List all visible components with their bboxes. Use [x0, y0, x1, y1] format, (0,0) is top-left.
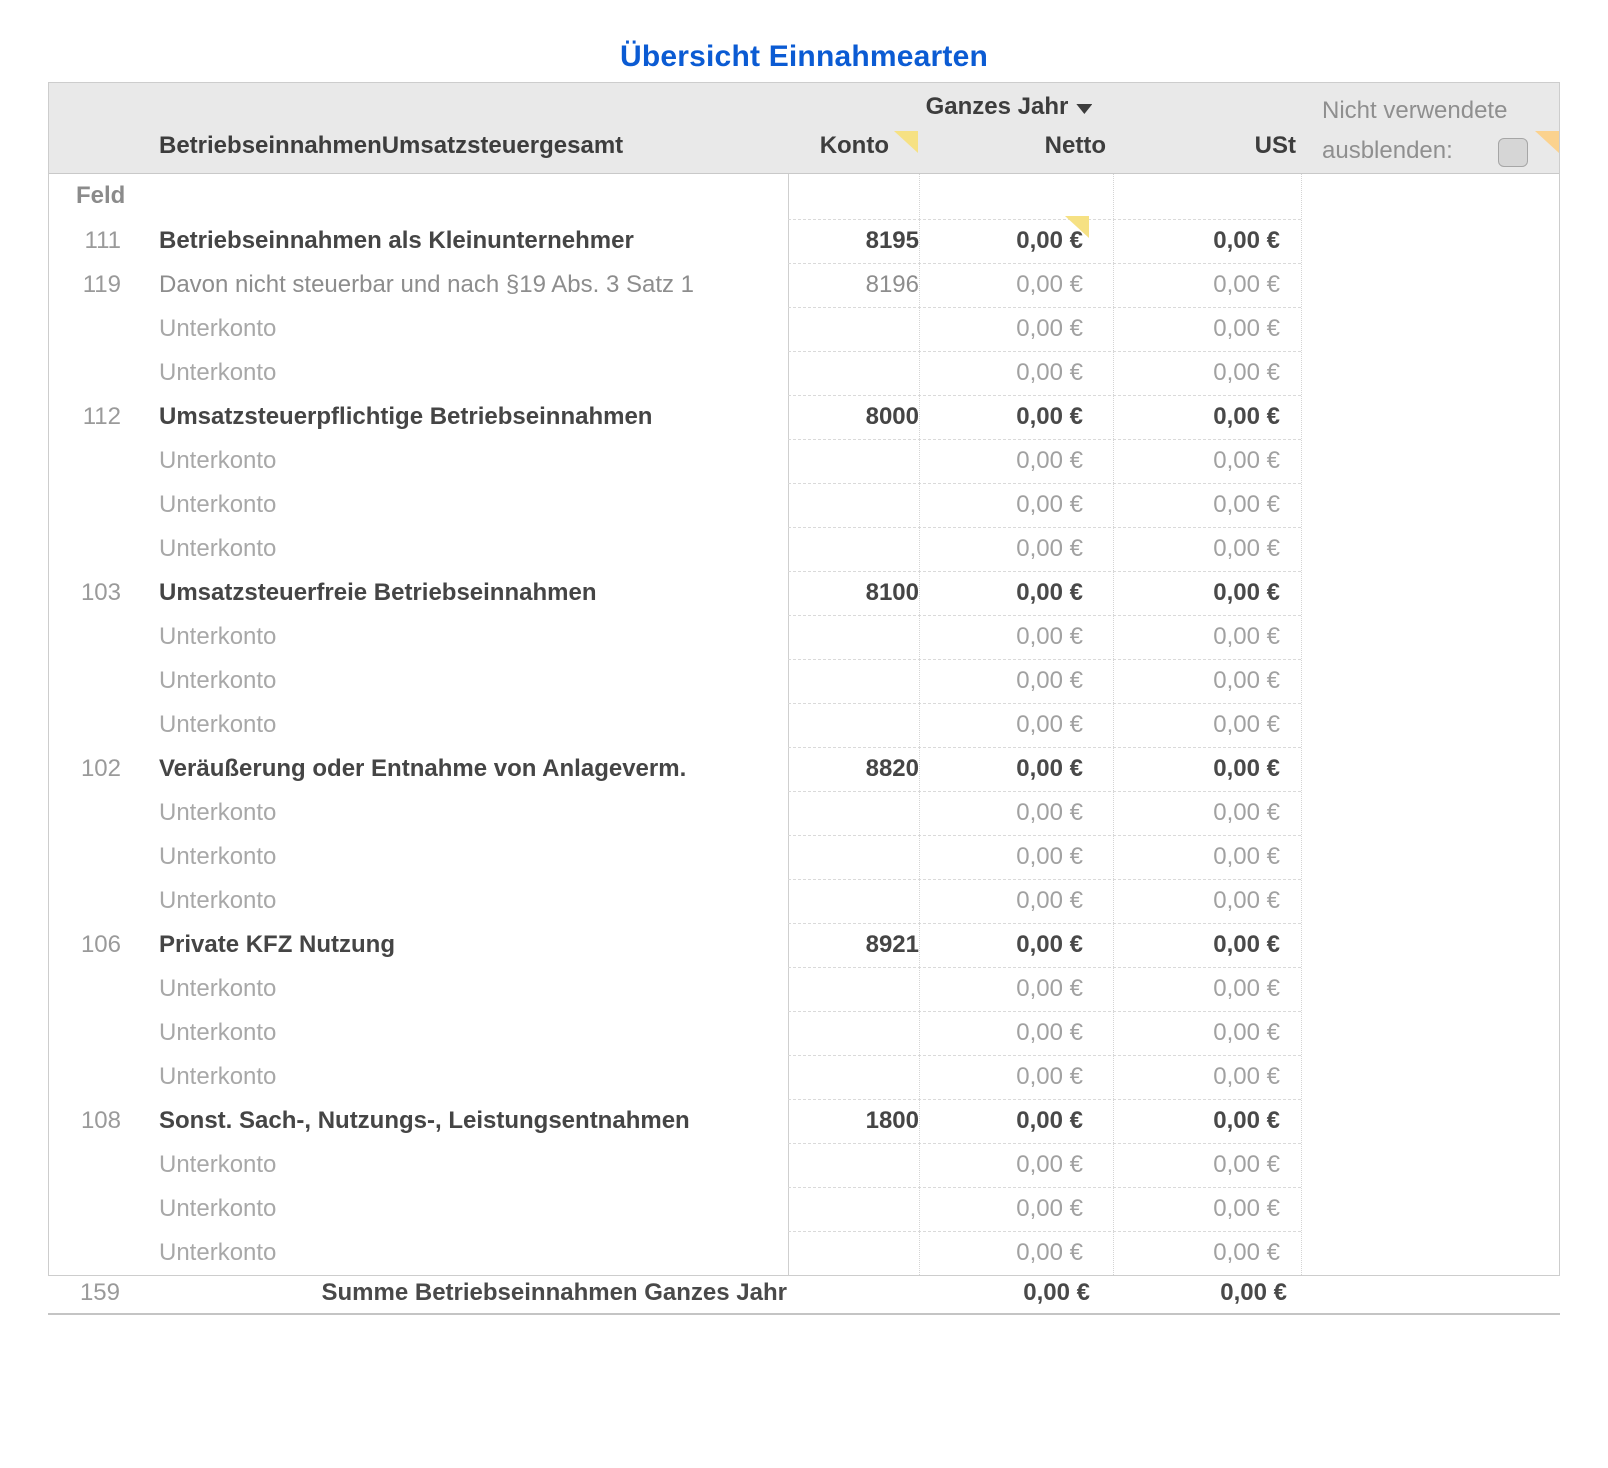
table-row	[49, 439, 1559, 483]
konto-cell[interactable]: 8196	[865, 271, 919, 298]
ust-cell[interactable]: 0,00 €	[1213, 271, 1280, 298]
page-title: Übersicht Einnahmearten	[619, 40, 989, 73]
table-row	[49, 879, 1559, 923]
ust-cell[interactable]: 0,00 €	[1213, 799, 1280, 826]
table-header	[49, 83, 1559, 174]
row-label-cell[interactable]: Davon nicht steuerbar und nach §19 Abs. 3 Satz 1	[159, 271, 695, 298]
row-divider	[788, 527, 1301, 528]
row-label-cell[interactable]: Unterkonto	[159, 667, 277, 694]
ust-cell[interactable]: 0,00 €	[1213, 491, 1280, 518]
table-row	[49, 219, 1559, 263]
feld-number: 102	[80, 755, 121, 782]
ust-cell[interactable]: 0,00 €	[1213, 931, 1280, 958]
ust-cell[interactable]: 0,00 €	[1213, 579, 1280, 606]
summary-netto-value: 0,00 €	[1023, 1279, 1090, 1306]
netto-cell[interactable]: 0,00 €	[1016, 975, 1083, 1002]
netto-cell[interactable]: 0,00 €	[1016, 491, 1083, 518]
ust-cell[interactable]: 0,00 €	[1213, 975, 1280, 1002]
ust-cell[interactable]: 0,00 €	[1213, 315, 1280, 342]
netto-cell[interactable]: 0,00 €	[1016, 535, 1083, 562]
row-divider	[788, 219, 1301, 220]
row-label-cell[interactable]: Veräußerung oder Entnahme von Anlageverm.	[159, 755, 687, 782]
row-divider	[788, 307, 1301, 308]
ust-cell[interactable]: 0,00 €	[1213, 623, 1280, 650]
ust-cell[interactable]: 0,00 €	[1213, 1019, 1280, 1046]
row-divider	[788, 483, 1301, 484]
row-divider	[788, 1099, 1301, 1100]
konto-cell[interactable]: 8000	[865, 403, 919, 430]
feld-number: 111	[84, 227, 121, 254]
row-label-cell[interactable]: Unterkonto	[159, 799, 277, 826]
feld-number: 106	[80, 931, 121, 958]
row-label-cell[interactable]: Unterkonto	[159, 315, 277, 342]
ust-cell[interactable]: 0,00 €	[1213, 1063, 1280, 1090]
ust-cell[interactable]: 0,00 €	[1213, 359, 1280, 386]
ust-cell[interactable]: 0,00 €	[1213, 755, 1280, 782]
row-divider	[788, 923, 1301, 924]
feld-number: 112	[82, 403, 121, 430]
row-label-cell[interactable]: Umsatzsteuerpflichtige Betriebseinnahmen	[159, 403, 653, 430]
row-divider	[788, 659, 1301, 660]
netto-cell[interactable]: 0,00 €	[1016, 1107, 1083, 1134]
table-row	[49, 791, 1559, 835]
row-label-cell[interactable]: Unterkonto	[159, 1151, 277, 1178]
column-header-group: BetriebseinnahmenUmsatzsteuergesamt	[159, 132, 624, 159]
ust-cell[interactable]: 0,00 €	[1213, 711, 1280, 738]
ust-cell[interactable]: 0,00 €	[1213, 1151, 1280, 1178]
column-header-ust: USt	[1254, 132, 1296, 159]
table-body	[49, 174, 1559, 1275]
row-label-cell[interactable]: Unterkonto	[159, 1195, 277, 1222]
row-label-cell[interactable]: Unterkonto	[159, 1019, 277, 1046]
netto-cell[interactable]: 0,00 €	[1016, 1239, 1083, 1266]
table-row	[49, 615, 1559, 659]
column-header-netto: Netto	[1044, 132, 1106, 159]
netto-cell[interactable]: 0,00 €	[896, 227, 1090, 255]
row-label-cell[interactable]: Unterkonto	[159, 887, 277, 914]
row-label-cell[interactable]: Unterkonto	[159, 1239, 277, 1266]
netto-cell[interactable]: 0,00 €	[1016, 711, 1083, 738]
hide-unused-label-line2: ausblenden:	[1322, 137, 1453, 164]
konto-cell[interactable]: 8195	[865, 227, 919, 254]
table-row	[49, 351, 1559, 395]
table-row	[49, 571, 1559, 615]
ust-cell[interactable]: 0,00 €	[1213, 447, 1280, 474]
row-label-cell[interactable]: Unterkonto	[159, 975, 277, 1002]
period-dropdown[interactable]	[839, 93, 1179, 121]
konto-cell[interactable]: 8921	[865, 931, 919, 958]
row-label-cell[interactable]: Unterkonto	[159, 359, 277, 386]
ust-cell[interactable]: 0,00 €	[1213, 227, 1280, 254]
netto-cell[interactable]: 0,00 €	[1016, 843, 1083, 870]
row-label-cell[interactable]: Unterkonto	[159, 491, 277, 518]
table-row	[49, 263, 1559, 307]
column-header-konto: Konto	[819, 132, 889, 159]
row-label-cell[interactable]: Private KFZ Nutzung	[159, 931, 396, 958]
table-row	[49, 395, 1559, 439]
netto-cell[interactable]: 0,00 €	[1016, 799, 1083, 826]
netto-cell[interactable]: 0,00 €	[1016, 403, 1083, 430]
ust-cell[interactable]: 0,00 €	[1213, 1107, 1280, 1134]
summary-row	[48, 1273, 1560, 1315]
row-divider	[788, 791, 1301, 792]
table-row	[49, 659, 1559, 703]
income-types-table	[48, 82, 1560, 1276]
row-divider	[788, 703, 1301, 704]
table-row	[49, 703, 1559, 747]
row-divider	[788, 747, 1301, 748]
ust-cell[interactable]: 0,00 €	[1213, 535, 1280, 562]
row-label-cell[interactable]: Umsatzsteuerfreie Betriebseinnahmen	[159, 579, 597, 606]
row-divider	[788, 1231, 1301, 1232]
netto-cell[interactable]: 0,00 €	[1016, 447, 1083, 474]
row-divider	[788, 835, 1301, 836]
ust-cell[interactable]: 0,00 €	[1213, 887, 1280, 914]
ust-cell[interactable]: 0,00 €	[1213, 1239, 1280, 1266]
summary-ust-value: 0,00 €	[1220, 1279, 1287, 1306]
row-label-cell[interactable]: Betriebseinnahmen als Kleinunternehmer	[159, 227, 634, 254]
table-row	[49, 923, 1559, 967]
table-row	[49, 747, 1559, 791]
table-row	[49, 483, 1559, 527]
row-divider	[788, 1187, 1301, 1188]
netto-cell[interactable]: 0,00 €	[1016, 887, 1083, 914]
netto-cell[interactable]: 0,00 €	[1016, 1063, 1083, 1090]
feld-number: 108	[80, 1107, 121, 1134]
row-divider	[788, 571, 1301, 572]
table-row	[49, 835, 1559, 879]
row-label-cell[interactable]: Unterkonto	[159, 1063, 277, 1090]
ust-cell[interactable]: 0,00 €	[1213, 403, 1280, 430]
row-divider	[788, 1055, 1301, 1056]
comment-triangle-icon[interactable]	[894, 131, 918, 153]
row-label-cell[interactable]: Sonst. Sach-, Nutzungs-, Leistungsentnahmen	[159, 1107, 690, 1134]
feld-number: 103	[80, 579, 121, 606]
chevron-down-icon	[1076, 104, 1092, 114]
feld-column-label: Feld	[76, 182, 126, 209]
konto-cell[interactable]: 8820	[865, 755, 919, 782]
netto-cell[interactable]: 0,00 €	[1016, 931, 1083, 958]
row-divider	[788, 967, 1301, 968]
table-row	[49, 307, 1559, 351]
summary-label: Summe Betriebseinnahmen Ganzes Jahr	[321, 1279, 787, 1306]
table-row	[49, 1143, 1559, 1187]
table-row	[49, 1231, 1559, 1275]
table-row	[49, 1187, 1559, 1231]
hide-unused-checkbox[interactable]	[1498, 138, 1528, 167]
comment-triangle-icon[interactable]	[1535, 131, 1559, 153]
netto-cell[interactable]: 0,00 €	[1016, 1195, 1083, 1222]
netto-cell[interactable]: 0,00 €	[1016, 623, 1083, 650]
konto-cell[interactable]: 1800	[865, 1107, 919, 1134]
feld-header-row	[49, 174, 1559, 219]
netto-cell[interactable]: 0,00 €	[1016, 1151, 1083, 1178]
netto-cell[interactable]: 0,00 €	[1016, 271, 1083, 298]
netto-cell[interactable]: 0,00 €	[1016, 359, 1083, 386]
table-row	[49, 1011, 1559, 1055]
period-dropdown-label: Ganzes Jahr	[925, 93, 1069, 120]
row-divider	[788, 263, 1301, 264]
ust-cell[interactable]: 0,00 €	[1213, 667, 1280, 694]
row-divider	[788, 615, 1301, 616]
row-label-cell[interactable]: Unterkonto	[159, 843, 277, 870]
netto-cell[interactable]: 0,00 €	[1016, 579, 1083, 606]
row-divider	[788, 879, 1301, 880]
row-label-cell[interactable]: Unterkonto	[159, 535, 277, 562]
feld-number: 119	[82, 271, 121, 298]
row-divider	[788, 1011, 1301, 1012]
row-label-cell[interactable]: Unterkonto	[159, 711, 277, 738]
row-divider	[788, 351, 1301, 352]
summary-feld-number: 159	[79, 1279, 120, 1306]
table-row	[49, 527, 1559, 571]
hide-unused-label-line1: Nicht verwendete	[1322, 97, 1508, 124]
row-divider	[788, 439, 1301, 440]
netto-cell[interactable]: 0,00 €	[1016, 755, 1083, 782]
table-row	[49, 967, 1559, 1011]
netto-cell[interactable]: 0,00 €	[1016, 667, 1083, 694]
konto-cell[interactable]: 8100	[865, 579, 919, 606]
netto-cell[interactable]: 0,00 €	[1016, 1019, 1083, 1046]
row-divider	[788, 1143, 1301, 1144]
ust-cell[interactable]: 0,00 €	[1213, 843, 1280, 870]
row-divider	[788, 395, 1301, 396]
table-row	[49, 1055, 1559, 1099]
table-body-rows	[49, 219, 1559, 1275]
ust-cell[interactable]: 0,00 €	[1213, 1195, 1280, 1222]
netto-cell[interactable]: 0,00 €	[1016, 315, 1083, 342]
table-row	[49, 1099, 1559, 1143]
row-label-cell[interactable]: Unterkonto	[159, 447, 277, 474]
row-label-cell[interactable]: Unterkonto	[159, 623, 277, 650]
